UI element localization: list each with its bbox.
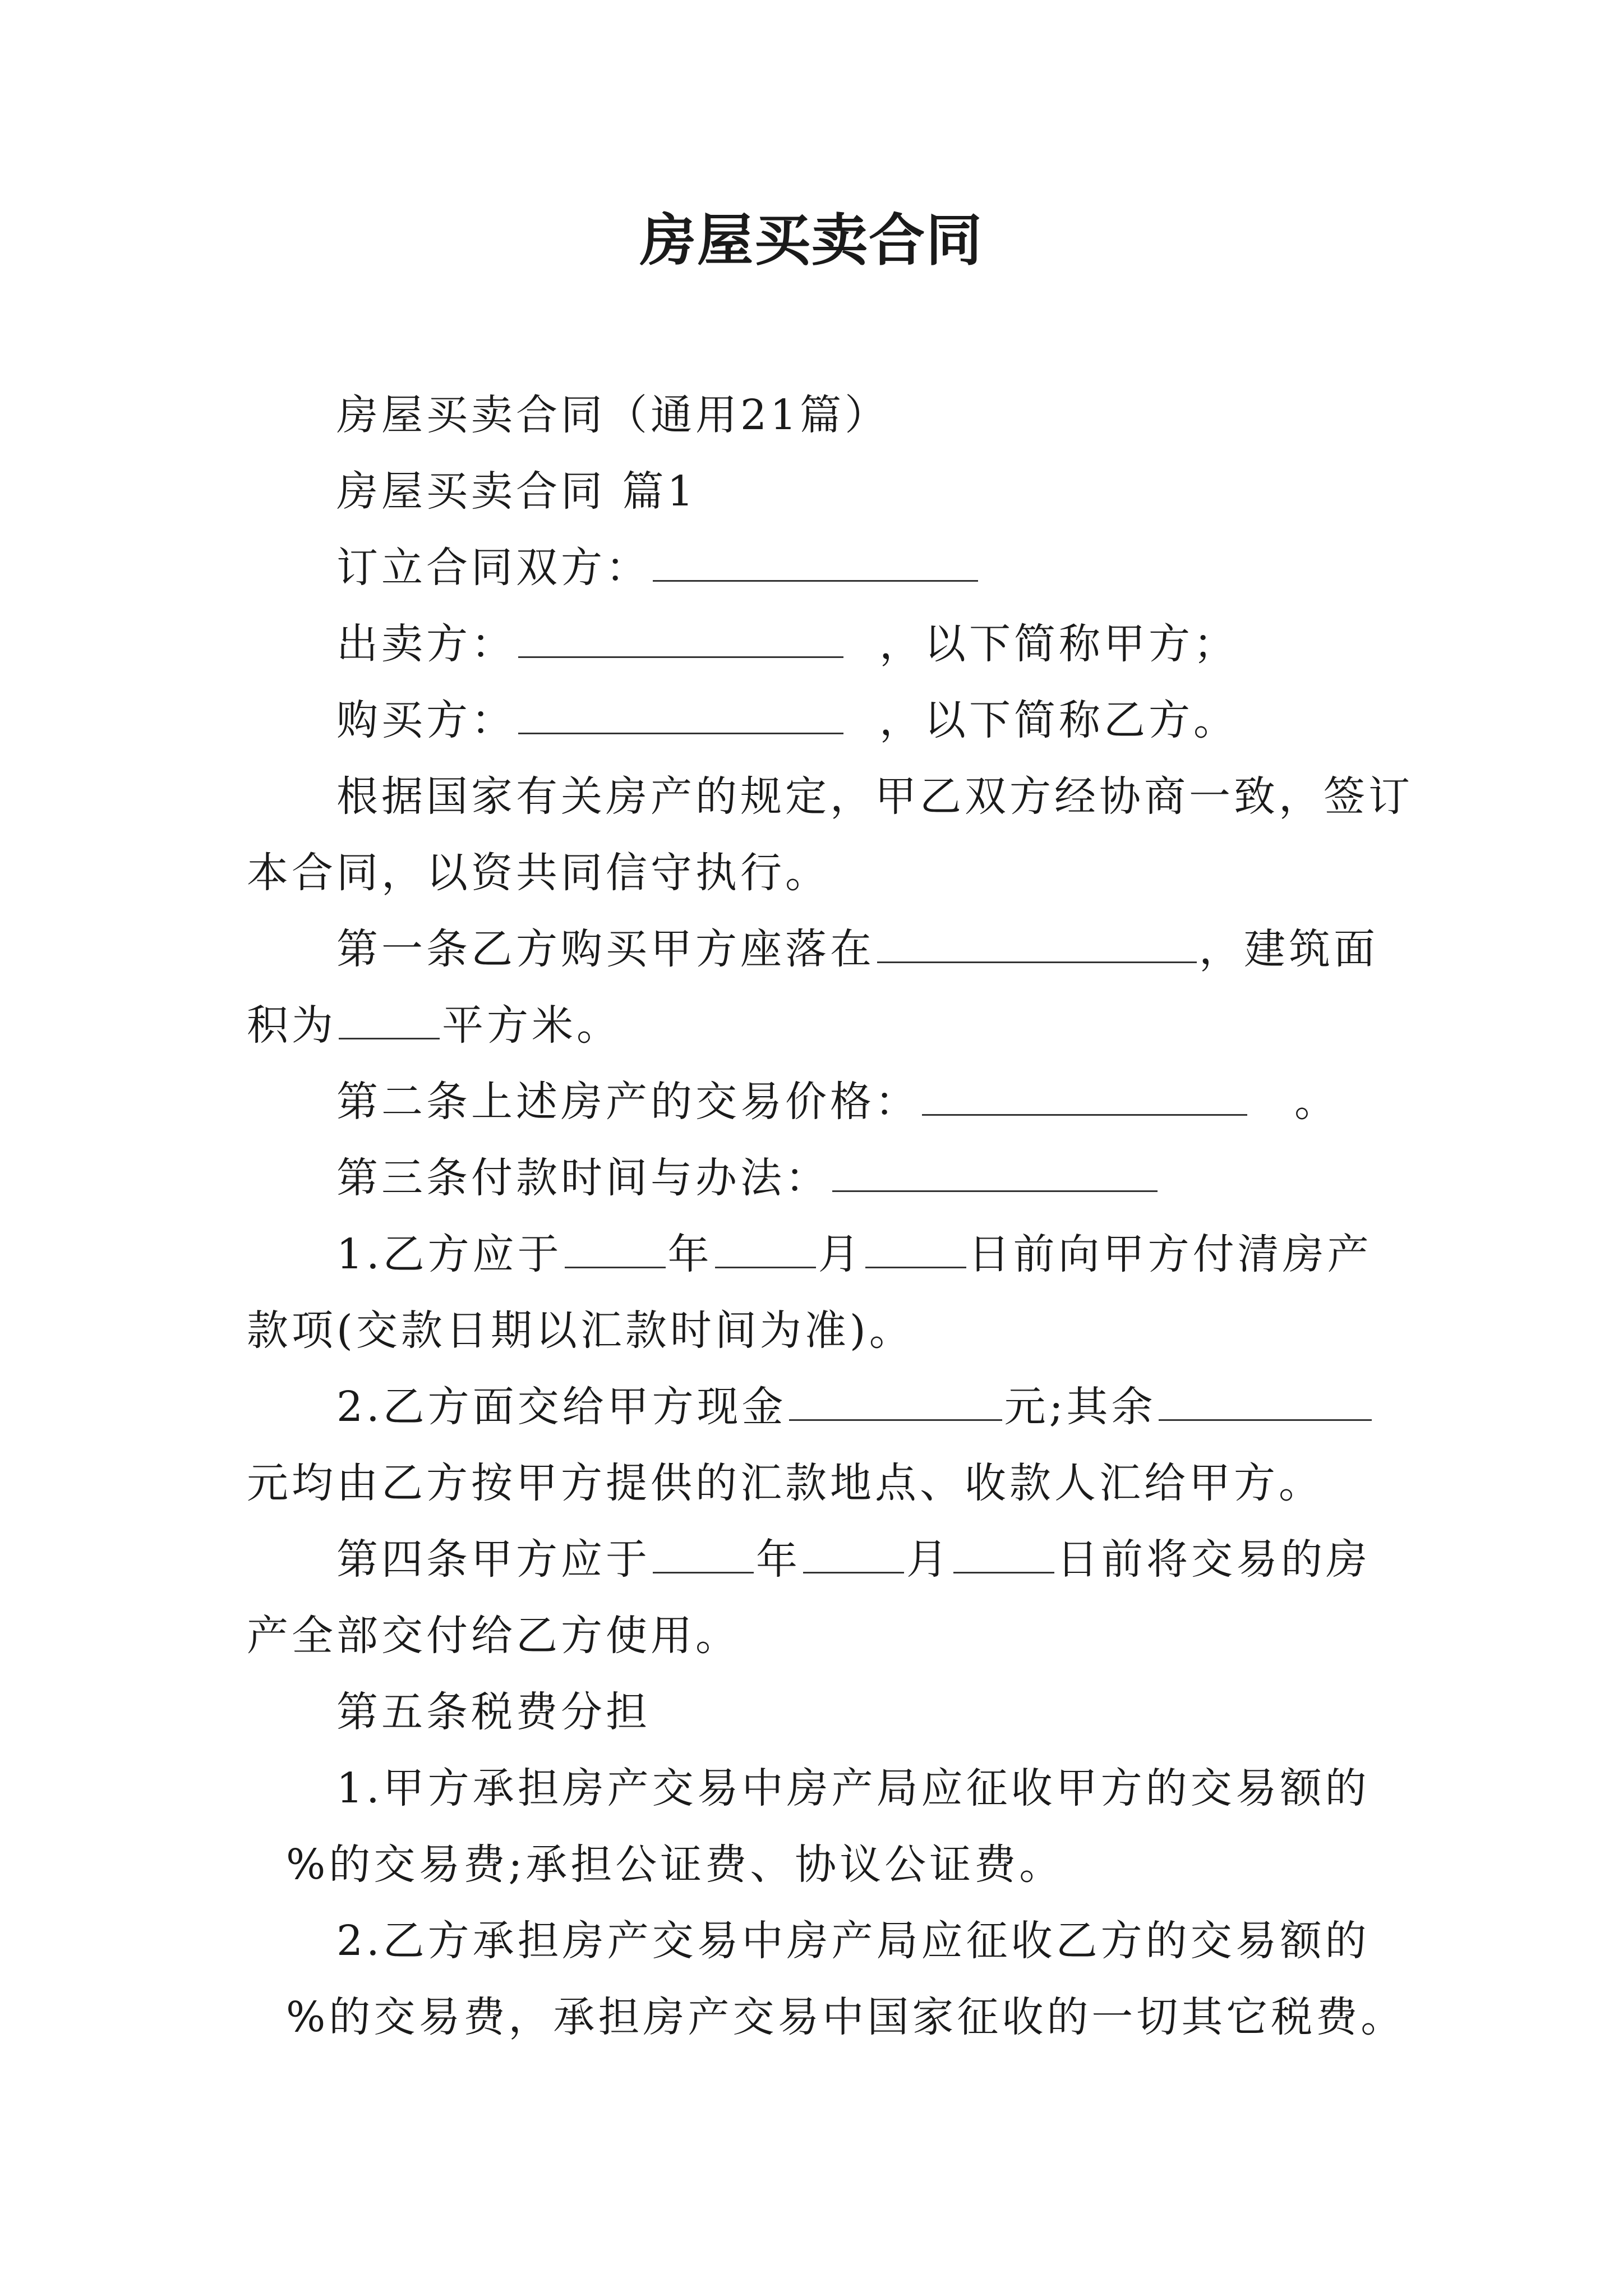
article-3-item-1 — [247, 1303, 914, 1359]
article-3-item-2 — [247, 1455, 1324, 1511]
section-heading — [336, 463, 697, 519]
text-segment: 本合同，以资共同信守执行。 — [247, 849, 830, 897]
text-segment: 积为 — [247, 1001, 336, 1050]
article-3-line — [336, 1150, 1160, 1206]
blank-field — [789, 1380, 1002, 1421]
text-segment: ，以下简称乙方。 — [879, 696, 1238, 744]
article-5-item-1 — [286, 1837, 1064, 1893]
article-2-line — [336, 1074, 1339, 1130]
article-5-item-1 — [336, 1760, 1370, 1816]
paragraph-line — [336, 769, 1413, 825]
blank-field — [953, 1533, 1054, 1573]
text-segment: 日前向甲方付清房产 — [968, 1230, 1372, 1278]
text-segment: ，以下简称甲方； — [879, 620, 1238, 668]
blank-field — [1159, 1380, 1372, 1421]
article-1-line — [247, 997, 621, 1053]
text-segment: ，建筑面 — [1199, 925, 1378, 973]
article-1-line — [336, 921, 1378, 977]
text-segment: 款项(交款日期以汇款时间为准)。 — [247, 1306, 914, 1355]
article-4-line — [336, 1531, 1371, 1588]
text-segment: 房屋买卖合同（通用21篇） — [336, 391, 890, 439]
blank-field — [518, 617, 843, 658]
blank-field — [803, 1533, 904, 1573]
text-segment: 产全部交付给乙方使用。 — [247, 1612, 740, 1660]
article-5-item-2 — [286, 1989, 1405, 2045]
text-segment: 第三条付款时间与办法： — [336, 1154, 830, 1202]
article-5-heading — [336, 1684, 651, 1740]
text-segment: 1.乙方应于 — [336, 1230, 562, 1278]
parties-line — [336, 540, 980, 596]
article-3-item-1 — [336, 1226, 1372, 1282]
text-segment: 根据国家有关房产的规定，甲乙双方经协商一致，签订 — [336, 772, 1413, 821]
text-segment: 年 — [756, 1535, 801, 1584]
text-segment: 月 — [906, 1535, 951, 1584]
text-segment: 第二条上述房产的交易价格： — [336, 1078, 920, 1126]
document-title: 房屋买卖合同 — [640, 207, 983, 273]
blank-field — [922, 1075, 1247, 1116]
blank-field — [653, 1533, 754, 1573]
text-segment: 第五条税费分担 — [336, 1688, 651, 1736]
text-segment: 月 — [818, 1230, 863, 1278]
blank-field — [715, 1227, 816, 1268]
subtitle-line — [336, 387, 889, 443]
blank-field — [518, 693, 843, 734]
text-segment: 元;其余 — [1004, 1383, 1156, 1431]
blank-field — [653, 541, 978, 582]
article-3-item-2 — [336, 1379, 1374, 1435]
buyer-line — [336, 692, 1238, 748]
text-segment: %的交易费，承担房产交易中国家征收的一切其它税费。 — [286, 1993, 1406, 2041]
text-segment: 第一条乙方购买甲方座落在 — [336, 925, 875, 973]
blank-field — [565, 1227, 666, 1268]
text-segment: 出卖方： — [336, 620, 516, 668]
text-segment: 年 — [667, 1230, 713, 1278]
blank-field — [865, 1227, 966, 1268]
seller-line — [336, 616, 1238, 672]
text-segment: 房屋买卖合同 篇1 — [336, 467, 697, 516]
text-segment: 元均由乙方按甲方提供的汇款地点、收款人汇给甲方。 — [247, 1459, 1324, 1507]
text-segment: 订立合同双方： — [336, 544, 651, 592]
text-segment: %的交易费;承担公证费、协议公证费。 — [286, 1841, 1064, 1889]
article-5-item-2 — [336, 1913, 1370, 1969]
text-segment: 日前将交易的房 — [1057, 1535, 1371, 1584]
paragraph-line — [247, 845, 830, 901]
article-4-line — [247, 1608, 740, 1664]
blank-field — [832, 1151, 1158, 1192]
blank-field — [339, 999, 440, 1039]
text-segment: 2.乙方承担房产交易中房产局应征收乙方的交易额的 — [336, 1917, 1370, 1965]
text-segment: 。 — [1294, 1078, 1339, 1126]
blank-field — [877, 922, 1197, 963]
text-segment: 平方米。 — [442, 1001, 621, 1050]
text-segment: 第四条甲方应于 — [336, 1535, 651, 1584]
text-segment: 购买方： — [336, 696, 516, 744]
text-segment: 1.甲方承担房产交易中房产局应征收甲方的交易额的 — [336, 1764, 1370, 1812]
text-segment: 2.乙方面交给甲方现金 — [336, 1383, 787, 1431]
